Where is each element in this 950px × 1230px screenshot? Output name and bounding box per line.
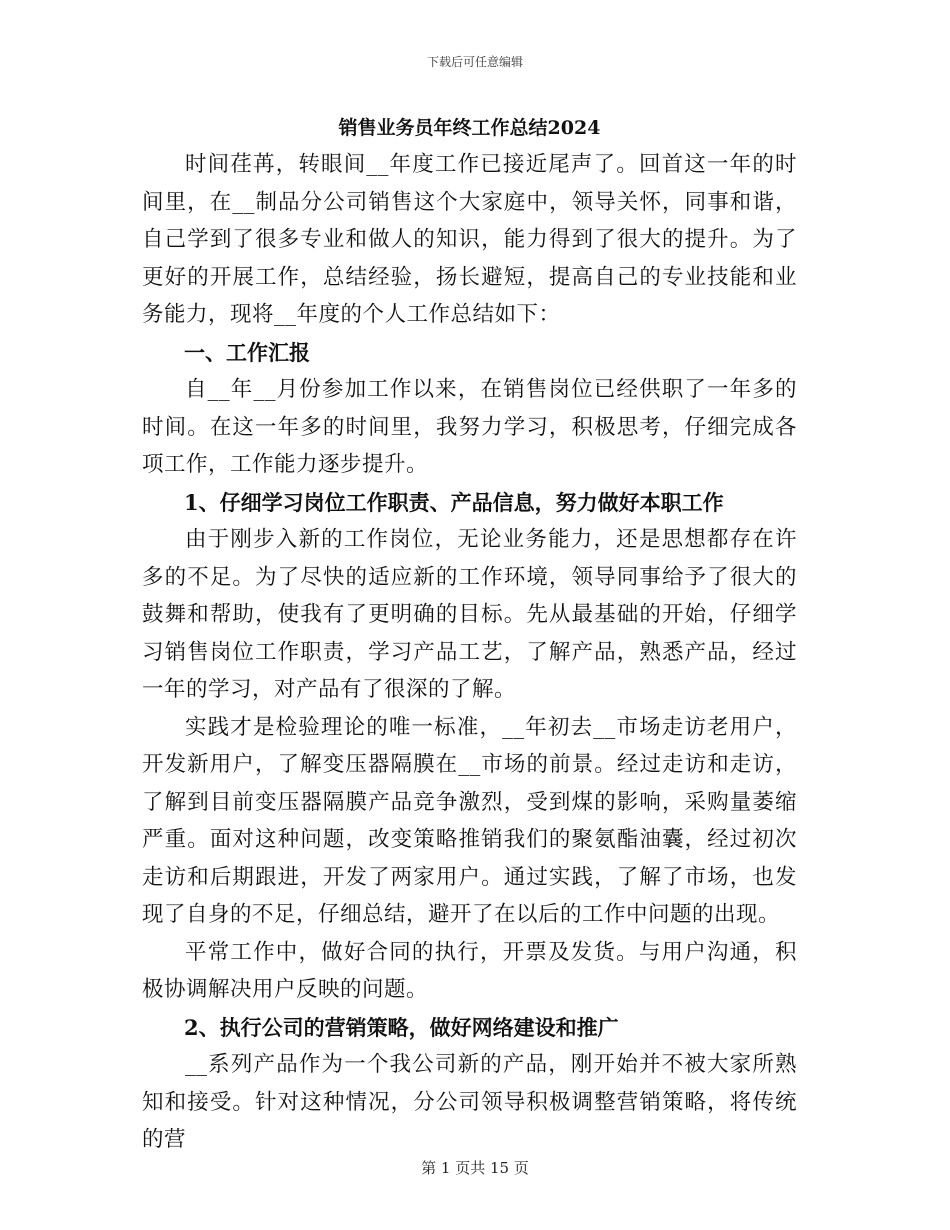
learning-paragraph: 由于刚步入新的工作岗位，无论业务能力，还是思想都存在许多的不足。为了尽快的适应新的工作环境，领导同事给予了很大的鼓舞和帮助，使我有了更明确的目标。先从最基础的开始，仔细学习销售岗位工作职责，学习产品工艺，了解产品，熟悉产品，经过一年的学习，对产品有了很深的了解。 [142, 527, 797, 702]
document-title: 销售业务员年终工作总结2024 [338, 117, 601, 139]
subheading-1: 1、仔细学习岗位工作职责、产品信息，努力做好本职工作 [184, 489, 724, 515]
daily-work-paragraph: 平常工作中，做好合同的执行，开票及发货。与用户沟通，积极协调解决用户反映的问题。 [142, 939, 797, 1002]
subheading-2: 2、执行公司的营销策略，做好网络建设和推广 [184, 1014, 619, 1040]
page-header: 下载后可任意编辑 [426, 55, 523, 69]
document-body [142, 110, 797, 1159]
intro-paragraph: 时间荏苒，转眼间__年度工作已接近尾声了。回首这一年的时间里，在__制品分公司销售这个大家庭中，领导关怀，同事和谐，自己学到了很多专业和做人的知识，能力得到了很大的提升。为了更好的开展工作，总结经验，扬长避短，提高自己的专业技能和业务能力，现将__年度的个人工作总结如下： [142, 152, 797, 327]
practice-paragraph: 实践才是检验理论的唯一标准，__年初去__市场走访老用户，开发新用户，了解变压器隔膜在__市场的前景。经过走访和走访，了解到目前变压器隔膜产品竞争激烈，受到煤的影响，采购量萎缩严重。面对这种问题，改变策略推销我们的聚氨酯油囊，经过初次走访和后期跟进，开发了两家用户。通过实践，了解了市场，也发现了自身的不足，仔细总结，避开了在以后的工作中问题的出现。 [142, 714, 797, 927]
page-footer: 第 1 页共 15 页 [421, 1159, 529, 1177]
section-heading-work-report: 一、工作汇报 [184, 339, 310, 365]
marketing-paragraph: __系列产品作为一个我公司新的产品，刚开始并不被大家所熟知和接受。针对这种情况，分公司领导积极调整营销策略，将传统的营 [142, 1052, 797, 1152]
work-report-paragraph: 自__年__月份参加工作以来，在销售岗位已经供职了一年多的时间。在这一年多的时间里，我努力学习，积极思考，仔细完成各项工作，工作能力逐步提升。 [142, 377, 797, 477]
